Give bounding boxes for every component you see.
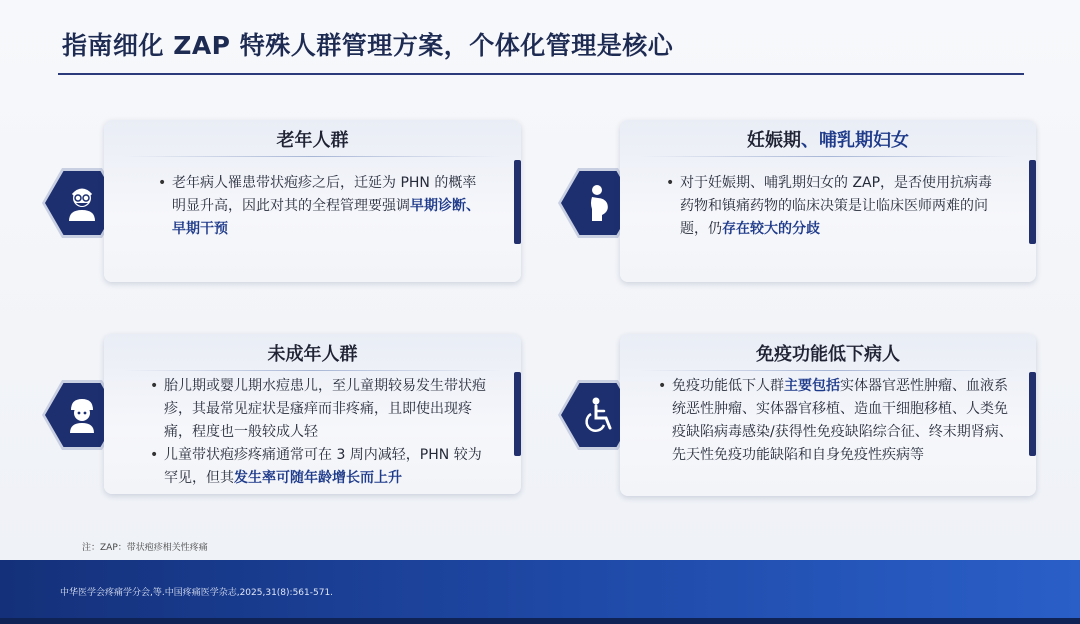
title-divider [58, 73, 1024, 75]
citation: 中华医学会疼痛学分会,等.中国疼痛医学杂志,2025,31(8):561-571. [60, 588, 334, 598]
bottom-strip [0, 618, 1080, 624]
bullet-item: • 免疫功能低下人群主要包括实体器官恶性肿瘤、血液系统恶性肿瘤、实体器官移植、造血干细胞移植、人类免疫缺陷病毒感染/获得性免疫缺陷综合征、终末期肾病、先天性免疫功能缺陷和自身免疫性疾病等 [656, 375, 1016, 467]
footnote: 注：ZAP：带状疱疹相关性疼痛 [82, 543, 208, 553]
card-heading: 老年人群 [276, 130, 349, 151]
card-immunocompromised [620, 334, 1036, 496]
card-heading: 免疫功能低下病人 [756, 344, 900, 365]
card-elderly [104, 120, 521, 282]
bullet-item: • 儿童带状疱疹疼痛通常可在 3 周内减轻，PHN 较为罕见，但其发生率可随年龄增长而上升 [148, 444, 493, 490]
bullet-item: • 胎儿期或婴儿期水痘患儿，至儿童期较易发生带状疱疹，其最常见症状是瘙痒而非疼痛，且即使出现疼痛，程度也一般较成人轻 [148, 375, 493, 444]
card-pregnancy [620, 120, 1036, 282]
footer-band [0, 560, 1080, 618]
bullet-item: • 对于妊娠期、哺乳期妇女的 ZAP，是否使用抗病毒药物和镇痛药物的临床决策是让临床医师两难的问题，仍存在较大的分歧 [664, 172, 1004, 241]
bullet-item: • 老年病人罹患带状疱疹之后，迁延为 PHN 的概率明显升高，因此对其的全程管理要强调早期诊断、早期干预 [156, 172, 486, 241]
card-heading: 妊娠期、哺乳期妇女 [747, 130, 909, 151]
card-minors [104, 334, 521, 494]
card-heading: 未成年人群 [267, 344, 358, 365]
page-title: 指南细化 ZAP 特殊人群管理方案，个体化管理是核心 [62, 31, 674, 60]
